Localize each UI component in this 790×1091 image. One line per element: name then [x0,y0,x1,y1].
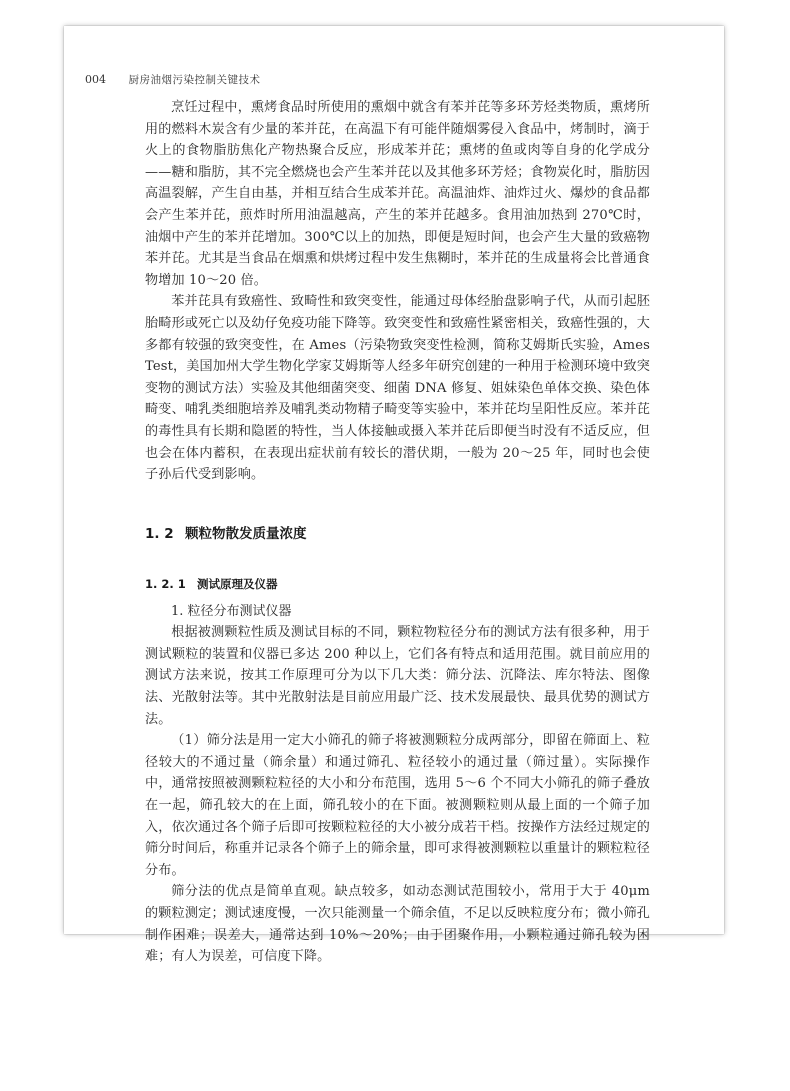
paragraph-bap-toxicity: 苯并芘具有致癌性、致畸性和致突变性，能通过母体经胎盘影响子代，从而引起胚胎畸形或死亡以及幼仔免疫功能下降等。致突变性和致癌性紧密相关，致癌性强的，大多都有较强的致突变性，在 Ames（污染物致突变性检测，简称艾姆斯氏实验，Ames Test，美国加州大学生物化学家艾姆斯等人经多年研究创建的一种用于检测环境中致突变物的测试方法）实验及其他细菌突变、细菌 DNA 修复、姐妹染色单体交换、染色体畸变、哺乳类细胞培养及哺乳类动物精子畸变等实验中，苯并芘均呈阳性反应。苯并芘的毒性具有长期和隐匿的特性，当人体接触或摄入苯并芘后即便当时没有不适反应，但也会在体内蓄积，在表现出症状前有较长的潜伏期，一般为 20～25 年，同时也会使子孙后代受到影响。 [145,294,650,483]
item-title: 1. 粒径分布测试仪器 [171,603,292,619]
paragraph-sieving-pros-cons: 筛分法的优点是简单直观。缺点较多，如动态测试范围较小，常用于大于 40μm 的颗粒测定；测试速度慢，一次只能测量一个筛余值，不足以反映粒度分布；微小筛孔制作困难；误差大，通常达到 10%～20%；由于团聚作用，小颗粒通过筛孔较为困难；有人为误差，可信度下降。 [145,884,650,965]
section-heading [145,522,650,542]
subsection-number: 1. 2. 1 [145,576,186,591]
page-content [145,97,650,968]
paragraph-methods-overview: 根据被测颗粒性质及测试目标的不同，颗粒物粒径分布的测试方法有很多种，用于测试颗粒的装置和仪器已多达 200 种以上，它们各有特点和适用范围。就目前应用的测试方法来说，按其工作原理可分为以下几大类：筛分法、沉降法、库尔特法、图像法、光散射法等。其中光散射法是目前应用最广泛、技术发展最快、最具优势的测试方法。 [145,625,650,727]
paragraph-bap-cooking: 烹饪过程中，熏烤食品时所使用的熏烟中就含有苯并芘等多环芳烃类物质，熏烤所用的燃料木炭含有少量的苯并芘，在高温下有可能伴随烟雾侵入食品中，烤制时，滴于火上的食物脂肪焦化产物热聚合反应，形成苯并芘；熏烤的鱼或肉等自身的化学成分——糖和脂肪，其不完全燃烧也会产生苯并芘以及其他多环芳烃；食物炭化时，脂肪因高温裂解，产生自由基，并相互结合生成苯并芘。高温油炸、油炸过火、爆炒的食品都会产生苯并芘，煎炸时所用油温越高，产生的苯并芘越多。食用油加热到 270℃时，油烟中产生的苯并芘增加。300℃以上的加热，即便是短时间，也会产生大量的致癌物苯并芘。尤其是当食品在烟熏和烘烤过程中发生焦糊时，苯并芘的生成量将会比普通食物增加 10～20 倍。 [145,100,650,288]
running-book-title: 厨房油烟污染控制关键技术 [128,74,261,86]
page-number: 004 [85,73,106,86]
running-header [85,72,261,87]
section-title: 颗粒物散发质量浓度 [185,525,307,542]
paragraph-sieving-method: （1）筛分法是用一定大小筛孔的筛子将被测颗粒分成两部分，即留在筛面上、粒径较大的不通过量（筛余量）和通过筛孔、粒径较小的通过量（筛过量）。实际操作中，通常按照被测颗粒粒径的大小和分布范围，选用 5～6 个不同大小筛孔的筛子叠放在一起，筛孔较大的在上面，筛孔较小的在下面。被测颗粒则从最上面的一个筛子加入，依次通过各个筛子后即可按颗粒粒径的大小被分成若干档。按操作方法经过规定的筛分时间后，称重并记录各个筛子上的筛余量，即可求得被测颗粒以重量计的颗粒粒径分布。 [145,733,650,878]
subsection-title: 测试原理及仪器 [197,576,278,591]
section-number: 1. 2 [145,525,174,542]
subsection-heading [145,576,650,592]
